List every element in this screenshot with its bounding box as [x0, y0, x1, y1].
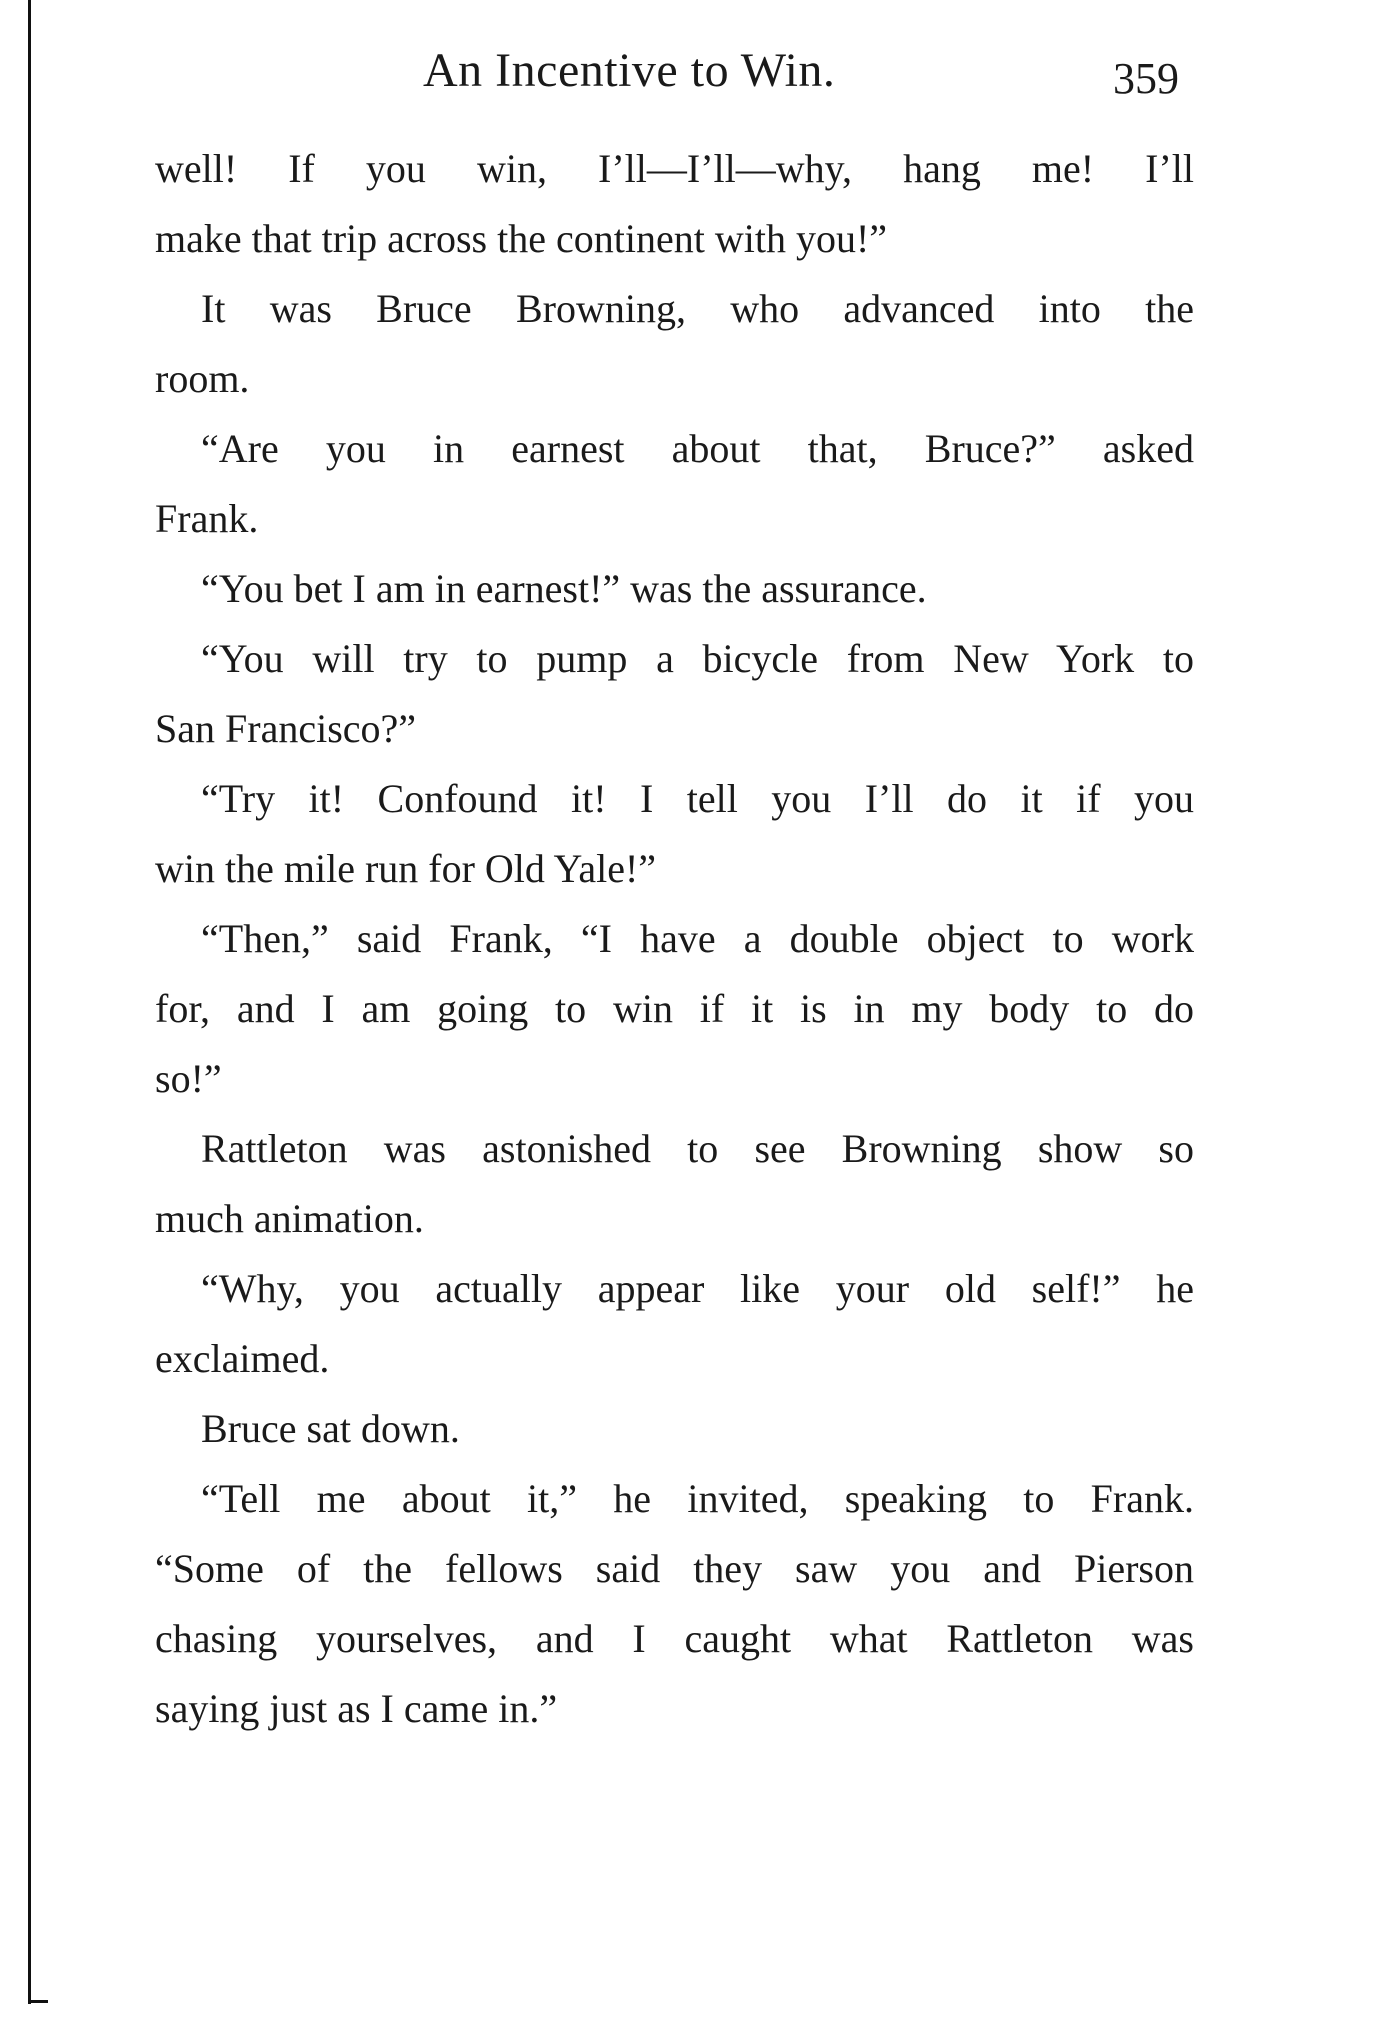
page-text [155, 134, 1194, 1744]
text-line: chasing yourselves, and I caught what Rattleton was [155, 1616, 1194, 1661]
text-line: for, and I am going to win if it is in my body to do [155, 986, 1194, 1031]
page-binding-edge [28, 0, 31, 2004]
page-number: 359 [1113, 54, 1179, 103]
text-line: so!” [155, 1056, 222, 1101]
text-line: “Why, you actually appear like your old self!” he [201, 1266, 1194, 1311]
page-binding-foot [28, 2000, 48, 2003]
text-line: It was Bruce Browning, who advanced into the [201, 286, 1194, 331]
text-line: “Try it! Confound it! I tell you I’ll do it if you [201, 776, 1194, 821]
page-header [0, 36, 1381, 106]
text-line: “Are you in earnest about that, Bruce?” asked [201, 426, 1194, 471]
text-line: much animation. [155, 1196, 424, 1241]
text-line: “Tell me about it,” he invited, speaking to Frank. [201, 1476, 1194, 1521]
text-line: make that trip across the continent with you!” [155, 216, 888, 261]
text-line: “Then,” said Frank, “I have a double object to work [201, 916, 1194, 961]
text-line: room. [155, 356, 250, 401]
text-line: “You will try to pump a bicycle from New York to [201, 636, 1194, 681]
text-line: “Some of the fellows said they saw you and Pierson [155, 1546, 1194, 1591]
text-line: “You bet I am in earnest!” was the assurance. [201, 566, 927, 611]
text-line: win the mile run for Old Yale!” [155, 846, 657, 891]
running-title: An Incentive to Win. [423, 44, 836, 97]
text-line: Bruce sat down. [201, 1406, 460, 1451]
text-line: San Francisco?” [155, 706, 417, 751]
text-line: exclaimed. [155, 1336, 330, 1381]
text-line: Frank. [155, 496, 259, 541]
text-line: saying just as I came in.” [155, 1686, 558, 1731]
text-line: well! If you win, I’ll—I’ll—why, hang me! I’ll [155, 146, 1194, 191]
text-line: Rattleton was astonished to see Browning show so [201, 1126, 1194, 1171]
